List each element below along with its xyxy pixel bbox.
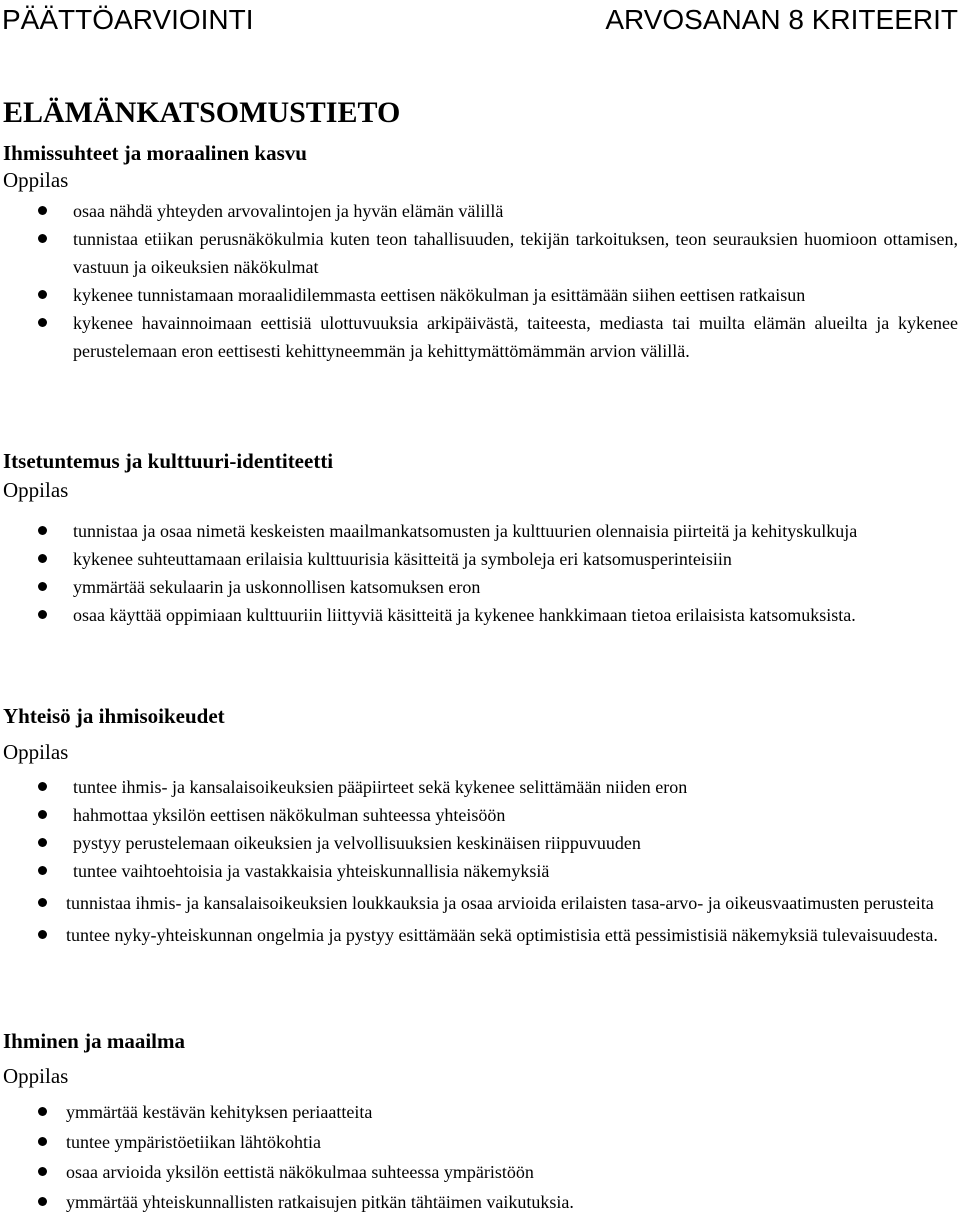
section-ihminen-ja-maailma <box>0 1028 960 1216</box>
list-item <box>0 309 960 365</box>
list-item <box>0 1158 960 1186</box>
list-item <box>0 801 960 829</box>
list-item-text: osaa nähdä yhteyden arvovalintojen ja hyvän elämän välillä <box>73 201 504 221</box>
section-subject-label: Oppilas <box>3 1064 69 1088</box>
list-item <box>0 601 960 629</box>
bullet-icon <box>38 930 47 939</box>
list-item-text: tuntee vaihtoehtoisia ja vastakkaisia yhteiskunnallisia näkemyksiä <box>73 861 550 881</box>
section-heading: Ihmissuhteet ja moraalinen kasvu <box>3 141 307 165</box>
bullet-icon <box>38 234 47 243</box>
header-left-title: PÄÄTTÖARVIOINTI <box>2 4 254 35</box>
criteria-list <box>0 889 960 949</box>
section-itsetuntemus <box>0 448 960 629</box>
bullet-icon <box>38 582 47 591</box>
list-item-text: pystyy perustelemaan oikeuksien ja velvollisuuksien keskinäisen riippuvuuden <box>73 833 641 853</box>
list-item-text: osaa arvioida yksilön eettistä näkökulmaa suhteessa ympäristöön <box>66 1162 534 1182</box>
list-item <box>0 829 960 857</box>
section-yhteiso <box>0 703 960 949</box>
list-item-text: tunnistaa etiikan perusnäkökulmia kuten teon tahallisuuden, tekijän tarkoituksen, teon seurauksien huomioon ottamisen, vastuun ja oikeuksien näkökulmat <box>73 229 958 277</box>
list-item-text: ymmärtää sekulaarin ja uskonnollisen katsomuksen eron <box>73 577 481 597</box>
document-title: ELÄMÄNKATSOMUSTIETO <box>3 96 401 129</box>
list-item <box>0 773 960 801</box>
list-item <box>0 921 960 949</box>
list-item <box>0 573 960 601</box>
header-right-title: ARVOSANAN 8 KRITEERIT <box>605 4 958 35</box>
bullet-icon <box>38 1107 47 1116</box>
list-item <box>0 889 960 917</box>
section-ihmissuhteet <box>0 140 960 365</box>
bullet-icon <box>38 810 47 819</box>
list-item-text: tunnistaa ja osaa nimetä keskeisten maailmankatsomusten ja kulttuurien olennaisia piirteitä ja kehityskulkuja <box>73 521 858 541</box>
list-item <box>0 197 960 225</box>
list-item-text: kykenee havainnoimaan eettisiä ulottuvuuksia arkipäivästä, taiteesta, mediasta tai muilta elämän alueilta ja kykenee perustelemaan eron eettisesti kehittyneemmän ja kehittymättömämmän arvion välillä. <box>73 313 958 361</box>
section-subject-label: Oppilas <box>3 168 69 192</box>
criteria-list <box>0 1098 960 1216</box>
list-item <box>0 1128 960 1156</box>
list-item <box>0 1098 960 1126</box>
list-item <box>0 517 960 545</box>
criteria-list <box>0 517 960 629</box>
bullet-icon <box>38 526 47 535</box>
bullet-icon <box>38 1137 47 1146</box>
list-item <box>0 857 960 885</box>
bullet-icon <box>38 1167 47 1176</box>
criteria-list <box>0 197 960 365</box>
list-item-text: tuntee nyky-yhteiskunnan ongelmia ja pystyy esittämään sekä optimistisia että pessimistisiä näkemyksiä tulevaisuudesta. <box>66 925 938 945</box>
bullet-icon <box>38 782 47 791</box>
list-item <box>0 545 960 573</box>
list-item-text: kykenee tunnistamaan moraalidilemmasta eettisen näkökulman ja esittämään siihen eettisen ratkaisun <box>73 285 806 305</box>
list-item-text: ymmärtää kestävän kehityksen periaatteita <box>66 1102 373 1122</box>
list-item-text: tuntee ihmis- ja kansalaisoikeuksien pääpiirteet sekä kykenee selittämään niiden eron <box>73 777 688 797</box>
bullet-icon <box>38 290 47 299</box>
bullet-icon <box>38 610 47 619</box>
bullet-icon <box>38 206 47 215</box>
section-heading: Ihminen ja maailma <box>3 1029 186 1053</box>
list-item <box>0 225 960 281</box>
section-subject-label: Oppilas <box>3 740 69 764</box>
bullet-icon <box>38 866 47 875</box>
list-item-text: hahmottaa yksilön eettisen näkökulman suhteessa yhteisöön <box>73 805 506 825</box>
list-item-text: ymmärtää yhteiskunnallisten ratkaisujen pitkän tähtäimen vaikutuksia. <box>66 1192 574 1212</box>
section-heading: Yhteisö ja ihmisoikeudet <box>3 704 225 728</box>
bullet-icon <box>38 318 47 327</box>
bullet-icon <box>38 838 47 847</box>
list-item-text: tuntee ympäristöetiikan lähtökohtia <box>66 1132 321 1152</box>
section-subject-label: Oppilas <box>3 478 69 502</box>
list-item-text: tunnistaa ihmis- ja kansalaisoikeuksien loukkauksia ja osaa arvioida erilaisten tasa-arvo- ja oikeusvaatimusten perusteita <box>66 893 934 913</box>
list-item <box>0 281 960 309</box>
list-item <box>0 1188 960 1216</box>
bullet-icon <box>38 554 47 563</box>
list-item-text: osaa käyttää oppimiaan kulttuuriin liittyviä käsitteitä ja kykenee hankkimaan tietoa erilaisista katsomuksista. <box>73 605 856 625</box>
bullet-icon <box>38 1197 47 1206</box>
list-item-text: kykenee suhteuttamaan erilaisia kulttuurisia käsitteitä ja symboleja eri katsomusperinteisiin <box>73 549 732 569</box>
criteria-list <box>0 773 960 885</box>
bullet-icon <box>38 898 47 907</box>
section-heading: Itsetuntemus ja kulttuuri-identiteetti <box>3 449 334 473</box>
page-header <box>0 0 960 40</box>
